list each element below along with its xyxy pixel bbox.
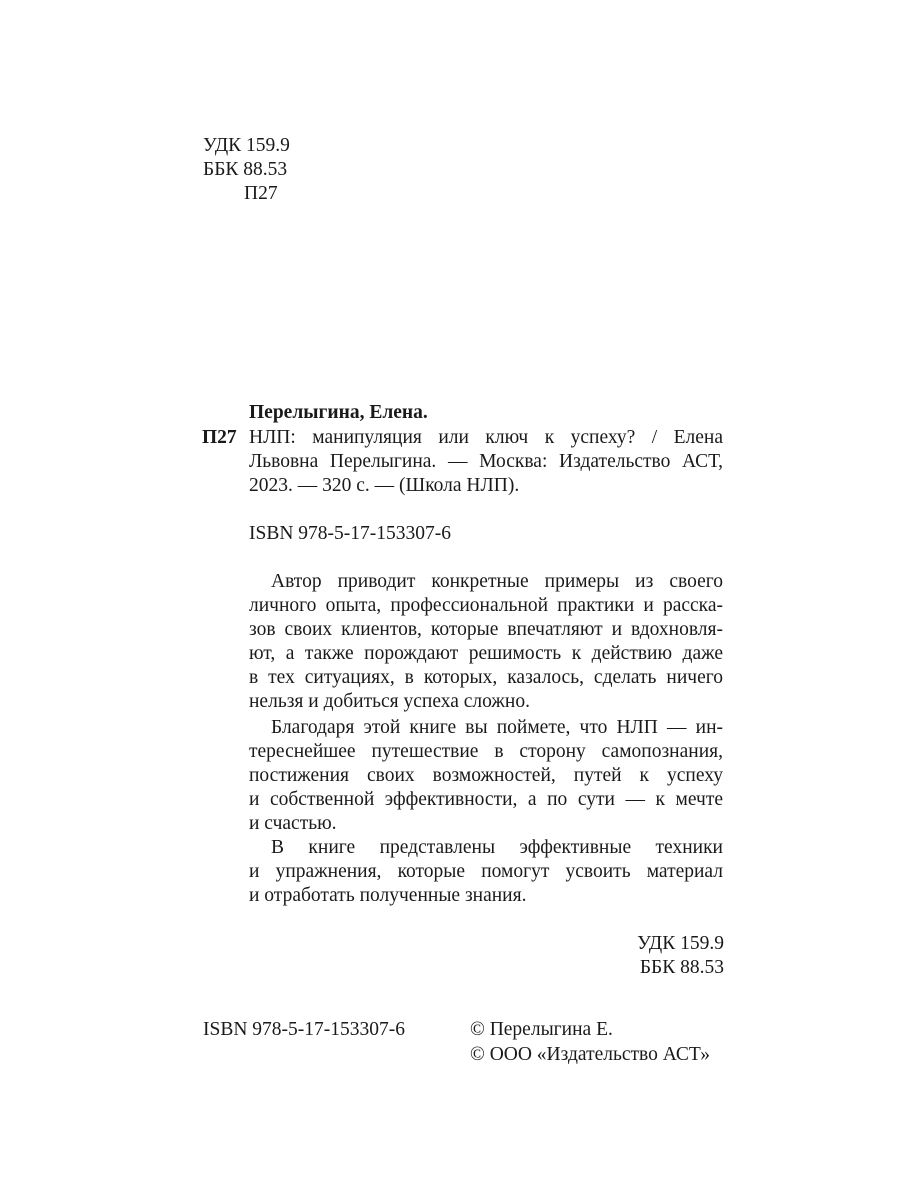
top-udk: УДК 159.9 <box>203 135 290 156</box>
annotation-p2-line-1: Благодаря этой книге вы поймете, что НЛП — ин- <box>271 717 723 738</box>
annotation-p1-line-1: Автор приводит конкретные примеры из своего <box>271 571 723 592</box>
author-heading: Перелыгина, Елена. <box>249 402 428 423</box>
annotation-p3-line-3: и отработать полученные знания. <box>249 885 527 906</box>
footer-copyright-publisher: © ООО «Издательство АСТ» <box>470 1044 711 1065</box>
top-bbk: ББК 88.53 <box>203 159 288 180</box>
footer-copyright-author: © Перелыгина Е. <box>470 1019 613 1040</box>
footer-isbn: ISBN 978-5-17-153307-6 <box>203 1019 406 1040</box>
annotation-p1-line-3: зов своих клиентов, которые впечатляют и вдохновля- <box>249 619 723 640</box>
description-line-1: НЛП: манипуляция или ключ к успеху? / Елена <box>249 427 723 448</box>
description-line-3: 2023. — 320 с. — (Школа НЛП). <box>249 475 520 496</box>
annotation-p1-line-6: нельзя и добиться успеха сложно. <box>249 691 530 712</box>
annotation-p1-line-5: в тех ситуациях, в которых, казалось, сделать ничего <box>249 667 723 688</box>
entry-author-mark: П27 <box>202 427 237 448</box>
top-author-mark: П27 <box>244 183 278 204</box>
annotation-p3-line-2: и упражнения, которые помогут усвоить материал <box>249 861 723 882</box>
annotation-p1-line-4: ют, а также порождают решимость к действию даже <box>249 643 723 664</box>
bottom-udk: УДК 159.9 <box>637 933 724 954</box>
annotation-p2-line-2: тереснейшее путешествие в сторону самопознания, <box>249 741 723 762</box>
annotation-p2-line-5: и счастью. <box>249 813 337 834</box>
annotation-p1-line-2: личного опыта, профессиональной практики и расска- <box>249 595 723 616</box>
entry-isbn: ISBN 978-5-17-153307-6 <box>249 523 452 544</box>
bottom-bbk: ББК 88.53 <box>639 957 724 978</box>
annotation-p2-line-4: и собственной эффективности, а по сути — к мечте <box>249 789 723 810</box>
description-line-2: Львовна Перелыгина. — Москва: Издательство АСТ, <box>249 451 723 472</box>
annotation-p3-line-1: В книге представлены эффективные техники <box>271 837 723 858</box>
annotation-p2-line-3: постижения своих возможностей, путей к успеху <box>249 765 723 786</box>
